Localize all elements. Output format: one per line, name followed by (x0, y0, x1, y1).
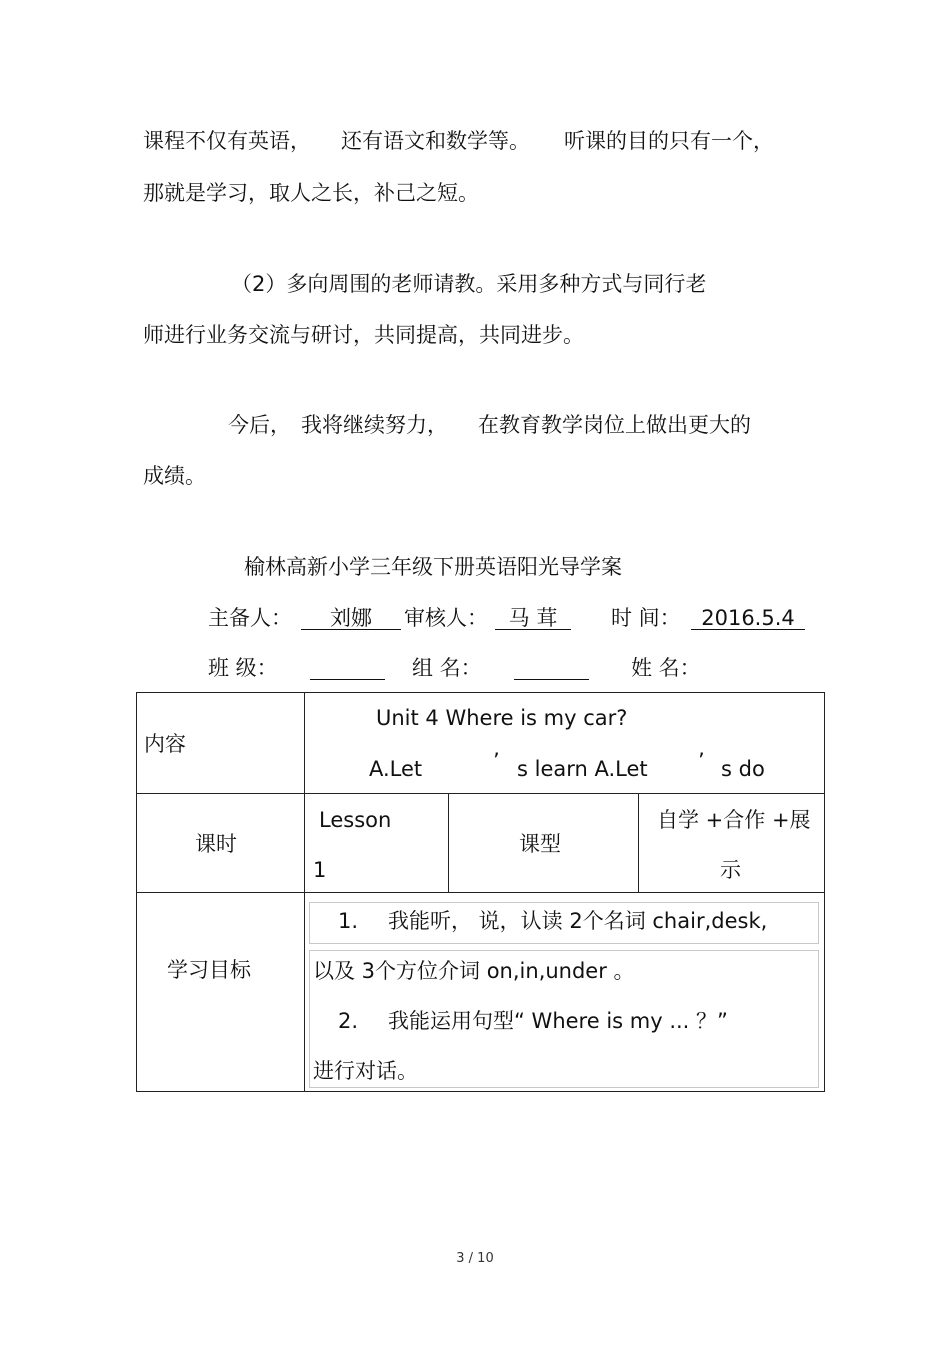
reviewer-label: 审核人： (404, 606, 488, 630)
content-value-cell (305, 693, 825, 794)
table-row-period (137, 794, 825, 893)
body-line-6: 成绩。 (143, 464, 206, 488)
name-label: 姓 名： (631, 656, 701, 680)
body-line-5a: 今后， (228, 413, 291, 437)
page-number: 3 / 10 (456, 1251, 494, 1266)
group-label: 组 名： (412, 656, 482, 680)
body-line-2: 那就是学习，取人之长，补己之短。 (143, 181, 479, 205)
guide-table (136, 692, 825, 1092)
type-label: 课型 (519, 832, 561, 856)
content-unit-title: Unit 4 Where is my car? (376, 706, 628, 730)
goal-1-text: 我能听， 说，认读 2个名词 chair,desk, (388, 909, 768, 933)
table-row-content (137, 693, 825, 794)
body-line-3: （2）多向周围的老师请教。采用多种方式与同行老 (231, 272, 707, 296)
class-field (310, 656, 385, 680)
type-value-line2: 示 (720, 858, 741, 882)
group-field (514, 656, 589, 680)
reviewer-value: 马 茸 (495, 607, 571, 630)
body-line-1a: 课程不仅有英语， (143, 129, 311, 153)
period-value-line2: 1 (313, 858, 327, 882)
body-line-4: 师进行业务交流与研讨，共同提高，共同进步。 (143, 323, 584, 347)
goal-1-continued: 以及 3个方位介词 on,in,under 。 (313, 959, 635, 983)
preparer-field (301, 606, 401, 630)
body-line-5c: 在教育教学岗位上做出更大的 (478, 413, 751, 437)
goal-label-cell (137, 893, 305, 1092)
content-part-a: A.Let (369, 757, 423, 781)
type-value-line1: 自学 +合作 +展 (657, 808, 811, 832)
period-value-cell (305, 794, 449, 893)
content-label-cell (137, 693, 305, 794)
class-label: 班 级： (208, 656, 278, 680)
content-apostrophe-1: ’ (493, 749, 500, 773)
period-label: 课时 (195, 832, 237, 856)
goal-1-number: 1. (338, 909, 359, 933)
type-label-cell (449, 794, 639, 893)
content-part-b: s learn A.Let (517, 757, 648, 781)
time-label: 时 间： (611, 606, 681, 630)
type-value-cell (639, 794, 825, 893)
period-value-line1: Lesson (319, 808, 392, 832)
period-label-cell (137, 794, 305, 893)
goal-2-number: 2. (338, 1009, 359, 1033)
guide-title: 榆林高新小学三年级下册英语阳光导学案 (244, 555, 622, 579)
goal-value-cell (305, 893, 825, 1092)
reviewer-field (495, 606, 571, 630)
goal-label: 学习目标 (167, 958, 251, 982)
preparer-label: 主备人： (208, 606, 292, 630)
content-apostrophe-2: ’ (698, 749, 705, 773)
body-line-1c: 听课的目的只有一个， (564, 129, 774, 153)
group-blank[interactable] (514, 657, 589, 680)
goal-2-text: 我能运用句型“ Where is my ... ？” (388, 1009, 728, 1033)
content-label: 内容 (144, 732, 186, 756)
time-value: 2016.5.4 (691, 607, 805, 630)
body-line-5b: 我将继续努力， (301, 413, 448, 437)
preparer-value: 刘娜 (301, 607, 401, 630)
table-row-goals (137, 893, 825, 1092)
content-part-c: s do (721, 757, 765, 781)
goal-2-continued: 进行对话。 (313, 1059, 418, 1083)
time-field (691, 606, 805, 630)
class-blank[interactable] (310, 657, 385, 680)
body-line-1b: 还有语文和数学等。 (341, 129, 530, 153)
